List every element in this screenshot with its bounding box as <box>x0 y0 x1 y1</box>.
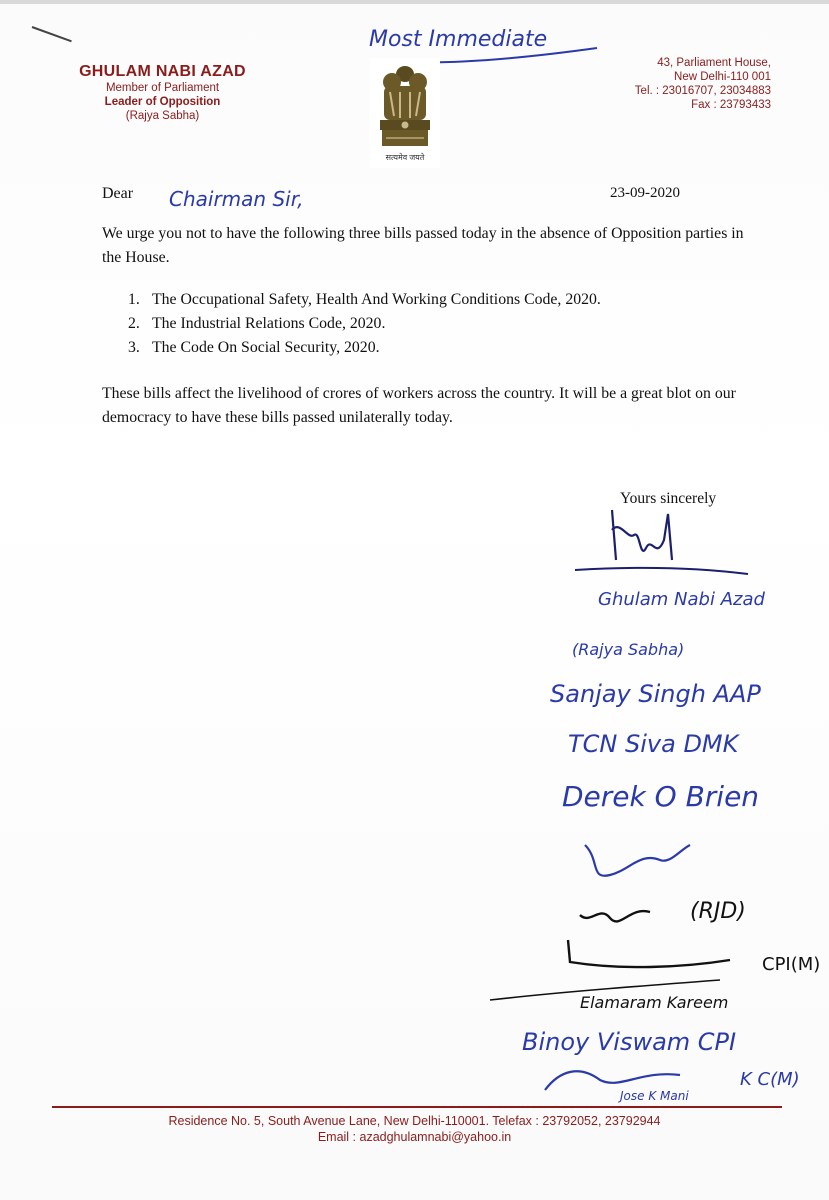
signature-scribble <box>545 1071 680 1090</box>
signature-text: Elamaram Kareem <box>580 993 729 1012</box>
signature-stroke <box>490 980 720 1000</box>
signature-text: Derek O Brien <box>562 780 760 813</box>
sender-block <box>55 63 270 123</box>
paragraph-impact: These bills affect the livelihood of crores of workers across the country. It will be a great blot on our democracy to have these bills passed unilaterally today. <box>102 385 736 426</box>
sender-position: Leader of Opposition <box>104 96 221 108</box>
paragraph-request: We urge you not to have the following three bills passed today in the absence of Opposition parties in the House. <box>102 225 744 266</box>
list-number: 3. <box>128 339 140 356</box>
emblem-motto: सत्यमेव जयते <box>385 153 425 162</box>
signature-text: Ghulam Nabi Azad <box>598 589 765 610</box>
pen-mark <box>32 26 72 42</box>
list-item <box>128 312 601 336</box>
sender-title: Member of Parliament <box>105 82 220 94</box>
signature-text: (Rajya Sabha) <box>572 640 685 659</box>
salutation-handwritten-text: Chairman Sir, <box>169 187 304 211</box>
handwritten-salutation <box>165 180 375 218</box>
signature-scribble <box>612 510 672 560</box>
list-text: The Industrial Relations Code, 2020. <box>152 315 386 332</box>
closing: Yours sincerely <box>620 490 717 507</box>
letter-date: 23-09-2020 <box>610 185 680 201</box>
list-number: 1. <box>128 291 140 308</box>
list-text: The Occupational Safety, Health And Working Conditions Code, 2020. <box>152 291 601 308</box>
address-line: Fax : 23793433 <box>691 99 771 111</box>
list-item <box>128 288 601 312</box>
footer-divider <box>52 1106 782 1108</box>
signature-text: K C(M) <box>740 1069 800 1090</box>
signature-text: Binoy Viswam CPI <box>522 1028 737 1056</box>
footer <box>0 1113 829 1145</box>
address-line: 43, Parliament House, <box>657 57 771 69</box>
most-immediate-text: Most Immediate <box>369 27 548 52</box>
address-line: Tel. : 23016707, 23034883 <box>634 85 771 97</box>
signature-text: CPI(M) <box>762 954 821 975</box>
list-item <box>128 336 601 360</box>
sender-name: GHULAM NABI AZAD <box>79 63 246 80</box>
signature-scribble <box>568 940 730 967</box>
scan-edge <box>0 0 829 4</box>
office-address <box>635 56 771 112</box>
sender-house: (Rajya Sabha) <box>125 110 200 122</box>
signature-text: Jose K Mani <box>620 1089 689 1103</box>
address-line: New Delhi-110 001 <box>674 71 771 83</box>
signature-text: (RJD) <box>690 899 746 924</box>
signature-underline <box>575 568 748 574</box>
bills-list <box>128 288 601 360</box>
signature-text: TCN Siva DMK <box>568 730 739 758</box>
salutation: Dear <box>102 185 134 202</box>
list-number: 2. <box>128 315 140 332</box>
footer-address: Residence No. 5, South Avenue Lane, New Delhi-110001. Telefax : 23792052, 23792944 <box>168 1114 661 1128</box>
signature-scribble <box>580 911 650 921</box>
signature-scribble <box>585 845 690 876</box>
footer-email: Email : azadghulamnabi@yahoo.in <box>317 1130 512 1144</box>
signature-text: Sanjay Singh AAP <box>550 680 761 708</box>
list-text: The Code On Social Security, 2020. <box>152 339 380 356</box>
